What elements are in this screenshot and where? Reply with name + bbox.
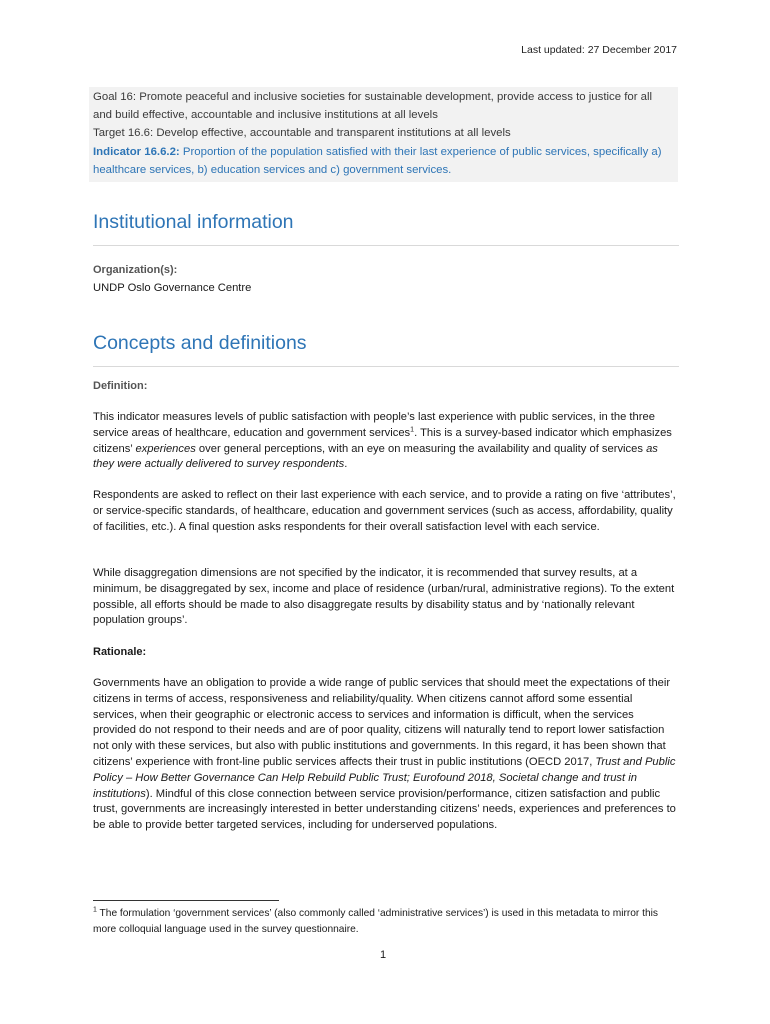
concepts-heading: Concepts and definitions	[93, 332, 307, 354]
indicator-description: Proportion of the population satisfied with their last experience of public services, specifically a) healthcare services, b) education services and c) government services.	[93, 145, 662, 176]
heading-divider	[93, 245, 679, 246]
definition-label: Definition:	[93, 380, 148, 392]
def-text: over general perceptions, with an eye on measuring the availability and quality of services	[195, 442, 647, 455]
institutional-heading: Institutional information	[93, 211, 294, 233]
indicator-text	[93, 143, 674, 179]
page-number: 1	[380, 949, 387, 961]
rationale-text: Governments have an obligation to provide a wide range of public services that should meet the expectations of their citizens in terms of access, responsiveness and reliability/quality. When citizens cannot afford some essential services, when their geographic or electronic access to services and information is difficult, when the services provided do not respond to their needs and are of poor quality, citizens will naturally tend to report lower satisfaction not only with these services, but also with public institutions and governments. In this regard, it has been shown that citizens’ experience with front-line public services affects their trust in public institutions (OECD 2017,	[93, 677, 671, 768]
organization-value: UNDP Oslo Governance Centre	[93, 282, 252, 294]
organization-label: Organization(s):	[93, 264, 178, 276]
rationale-emphasis: Trust and Public Policy – How Better Governance Can Help Rebuild Public Trust; Eurofound 2018, Societal change and trust in institutions	[93, 755, 676, 800]
def-text: This indicator measures levels of public satisfaction with people’s last experience with public services, in the three service areas of healthcare, education and government services	[93, 411, 655, 439]
footnote-divider	[93, 900, 279, 901]
indicator-label: Indicator 16.6.2:	[93, 145, 180, 158]
rationale-label: Rationale:	[93, 646, 147, 658]
def-text: . This is a survey-based indicator which emphasizes citizens’	[93, 426, 672, 455]
last-updated: Last updated: 27 December 2017	[521, 44, 677, 56]
rationale-text: ). Mindful of this close connection between service provision/performance, citizen satisfaction and public trust, governments are increasingly interested in better understanding citizens’ needs, experiences and preferences to be able to provide better targeted services, including for underserved populations.	[93, 787, 676, 832]
definition-paragraph-2: Respondents are asked to reflect on their last experience with each service, and to provide a rating on five ‘attributes’, or service-specific standards, of healthcare, education and government services (such as access, affordability, quality of facilities, etc.). A final question asks respondents for their overall satisfaction level with each service.	[93, 489, 676, 533]
footnote-ref: 1	[410, 426, 415, 434]
def-text: .	[344, 458, 348, 471]
rationale-paragraph	[93, 676, 679, 834]
def-emphasis: experiences	[135, 442, 196, 455]
heading-divider	[93, 366, 679, 367]
def-emphasis: as they were actually delivered to survey respondents	[93, 442, 658, 471]
definition-paragraph-1	[93, 410, 679, 473]
definition-paragraph-3: While disaggregation dimensions are not specified by the indicator, it is recommended that survey results, at a minimum, be disaggregated by sex, income and place of residence (urban/rural, administrative regions). To the extent possible, all efforts should be made to also disaggregate results by disability status and by ‘nationally relevant population groups’.	[93, 567, 675, 627]
goal-box	[89, 87, 678, 182]
footnote-text: The formulation ‘government services’ (also commonly called ‘administrative services’) is used in this metadata to mirror this more colloquial language used in the survey questionnaire.	[93, 908, 658, 935]
goal-text: Goal 16: Promote peaceful and inclusive societies for sustainable development, provide access to justice for all and build effective, accountable and inclusive institutions at all levels	[93, 91, 653, 122]
footnote	[93, 906, 679, 937]
footnote-number: 1	[93, 906, 97, 914]
target-text: Target 16.6: Develop effective, accountable and transparent institutions at all levels	[93, 127, 511, 140]
